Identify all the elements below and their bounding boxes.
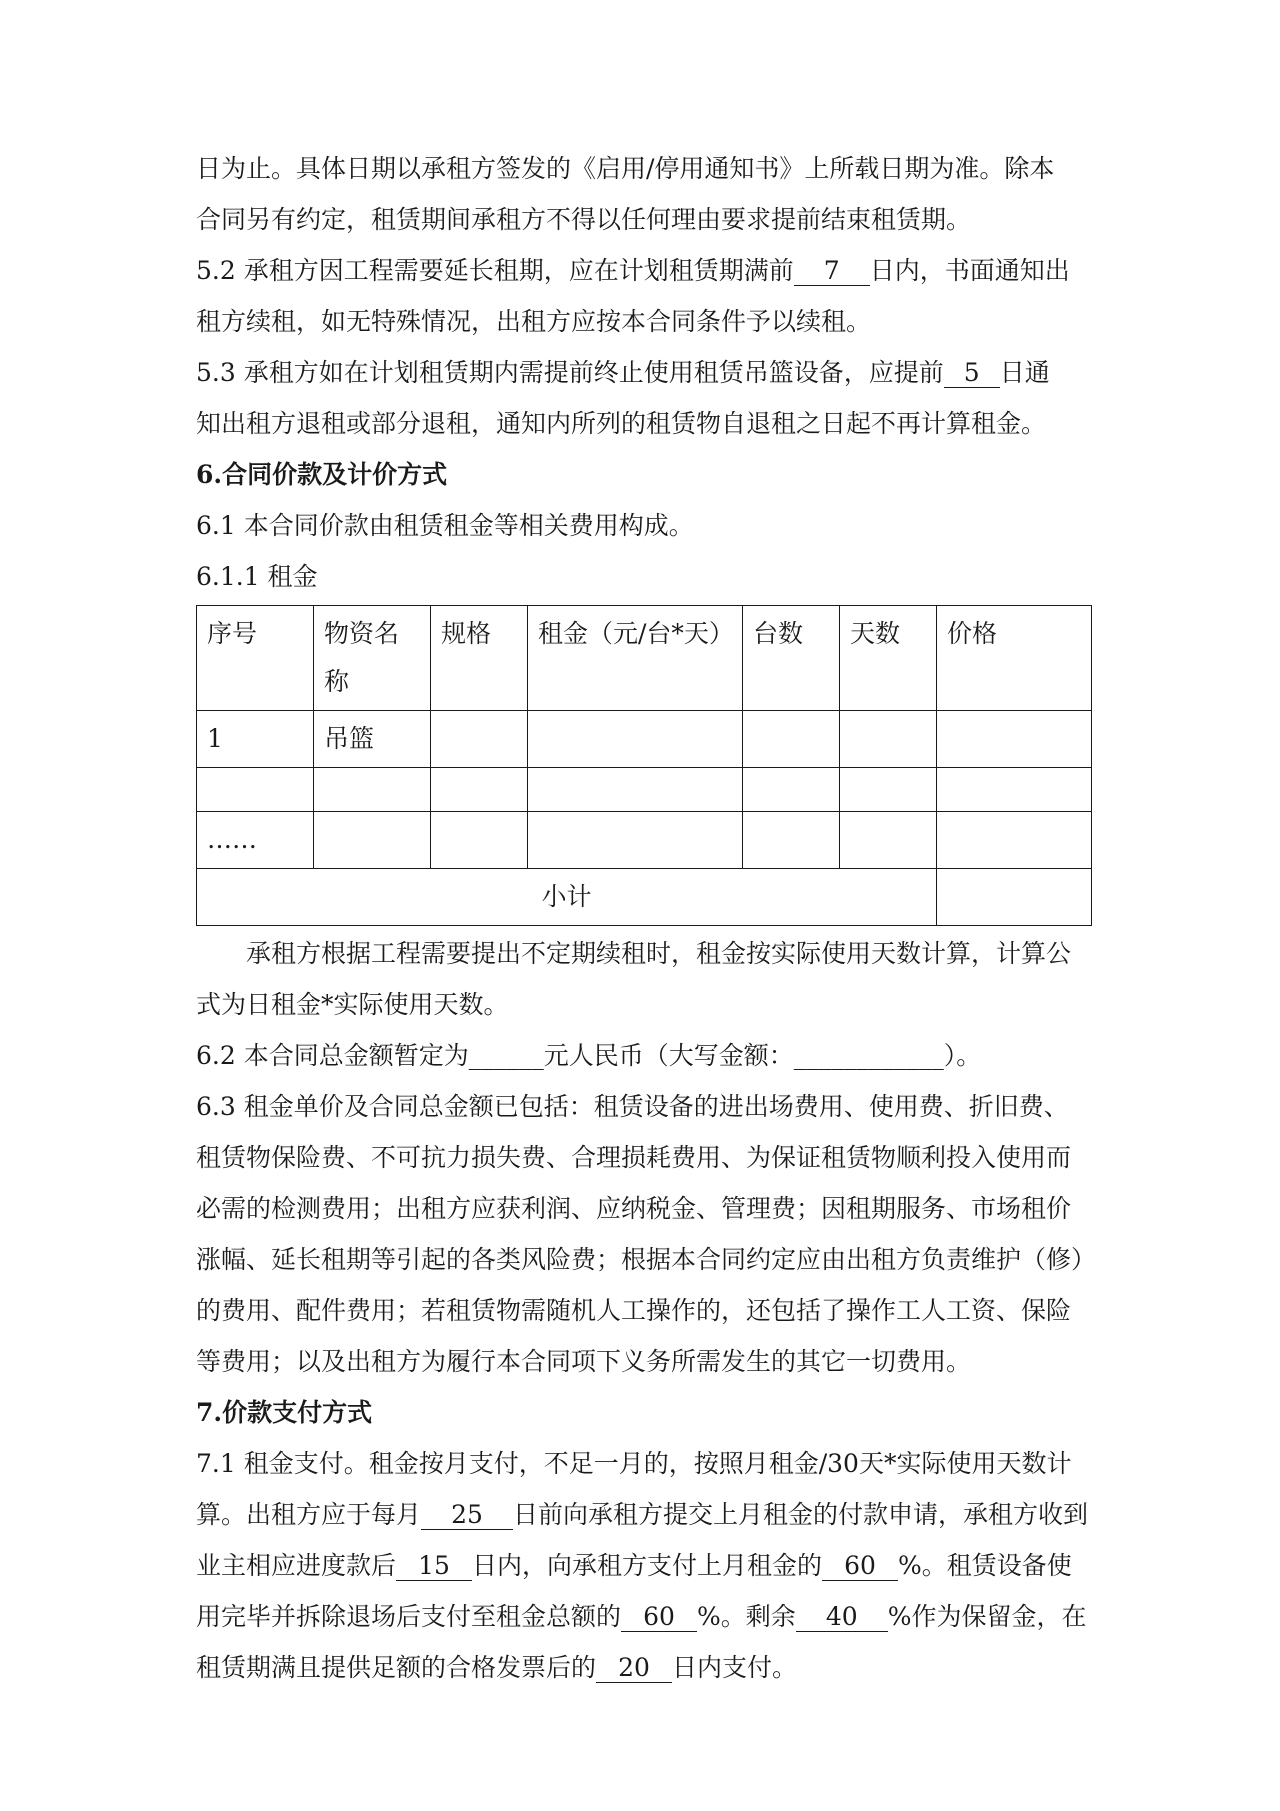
document-page xyxy=(196,143,1096,1693)
subtotal-value xyxy=(937,869,1092,926)
table-header-cell: 规格 xyxy=(431,606,528,711)
monthly-percent-field: 60 xyxy=(822,1552,898,1581)
clause-6-1: 6.1 本合同价款由租赁租金等相关费用构成。 xyxy=(196,511,694,540)
text-line: 日为止。具体日期以承租方签发的《启用/停用通知书》上所载日期为准。除本 xyxy=(196,154,1055,183)
paragraph: 租赁物保险费、不可抗力损失费、合理损耗费用、为保证租赁物顺利投入使用而 xyxy=(196,1143,1072,1172)
payment-days-field: 15 xyxy=(396,1552,472,1581)
paragraph xyxy=(196,1591,1096,1642)
paragraph: 必需的检测费用；出租方应获利润、应纳税金、管理费；因租期服务、市场租价 xyxy=(196,1194,1072,1223)
table-header-cell: 天数 xyxy=(840,606,937,711)
table-cell xyxy=(937,812,1092,869)
paragraph: 的费用、配件费用；若租赁物需随机人工操作的，还包括了操作工人工资、保险 xyxy=(196,1296,1072,1325)
section-heading-6: 6.合同价款及计价方式 xyxy=(196,460,448,489)
text-segment: 算。出租方应于每月 xyxy=(196,1500,422,1529)
clause-6-2: 6.2 本合同总金额暂定为______元人民币（大写金额：____________）。 xyxy=(196,1041,982,1070)
table-header-cell: 台数 xyxy=(743,606,840,711)
table-row xyxy=(197,768,1092,812)
text-segment: %作为保留金，在 xyxy=(887,1602,1087,1631)
paragraph xyxy=(196,398,1096,449)
table-cell xyxy=(937,768,1092,812)
paragraph: 涨幅、延长租期等引起的各类风险费；根据本合同约定应由出租方负责维护（修） xyxy=(196,1245,1097,1274)
clause-7-1: 7.1 租金支付。租金按月支付，不足一月的，按照月租金/30天*实际使用天数计 xyxy=(196,1449,1072,1478)
table-cell xyxy=(743,768,840,812)
table-header-cell: 租金（元/台*天） xyxy=(528,606,743,711)
text-line: 合同另有约定，租赁期间承租方不得以任何理由要求提前结束租赁期。 xyxy=(196,205,972,234)
table-cell xyxy=(937,711,1092,768)
text-line: 租方续租，如无特殊情况，出租方应按本合同条件予以续租。 xyxy=(196,307,872,336)
table-cell xyxy=(743,711,840,768)
retention-payment-days-field: 20 xyxy=(596,1654,672,1683)
paragraph xyxy=(196,296,1096,347)
table-cell xyxy=(528,768,743,812)
text-segment: 业主相应进度款后 xyxy=(196,1551,397,1580)
paragraph: 式为日租金*实际使用天数。 xyxy=(196,990,509,1019)
table-cell xyxy=(743,812,840,869)
text-segment: 日内，书面通知出 xyxy=(869,256,1070,285)
paragraph xyxy=(196,194,1096,245)
table-cell xyxy=(431,812,528,869)
text-segment: 5.3 承租方如在计划租赁期内需提前终止使用租赁吊篮设备，应提前 xyxy=(196,358,944,387)
text-segment: 日内支付。 xyxy=(672,1653,798,1682)
table-cell: 1 xyxy=(197,711,314,768)
table-cell xyxy=(840,711,937,768)
table-cell xyxy=(431,711,528,768)
text-segment: 日内，向承租方支付上月租金的 xyxy=(472,1551,823,1580)
clause-6-3: 6.3 租金单价及合同总金额已包括：租赁设备的进出场费用、使用费、折旧费、 xyxy=(196,1092,1069,1121)
table-cell: …… xyxy=(197,812,314,869)
table-cell xyxy=(528,812,743,869)
text-segment: 5.2 承租方因工程需要延长租期，应在计划租赁期满前 xyxy=(196,256,794,285)
table-header-cell: 物资名称 xyxy=(314,606,431,711)
table-row xyxy=(197,812,1092,869)
table-header-row xyxy=(197,606,1092,711)
table-cell xyxy=(431,768,528,812)
paragraph xyxy=(196,1642,1096,1693)
subtotal-label: 小计 xyxy=(197,869,937,926)
text-segment: %。剩余 xyxy=(697,1602,796,1631)
paragraph: 承租方根据工程需要提出不定期续租时，租金按实际使用天数计算，计算公 xyxy=(246,939,1072,968)
paragraph xyxy=(196,143,1096,194)
table-cell xyxy=(840,812,937,869)
final-percent-field: 60 xyxy=(621,1603,697,1632)
notice-days-field: 7 xyxy=(794,257,870,286)
table-cell xyxy=(528,711,743,768)
table-cell xyxy=(314,812,431,869)
clause-5-3 xyxy=(196,347,1096,398)
paragraph xyxy=(196,1489,1096,1540)
rent-table xyxy=(196,605,1092,926)
text-segment: 日前向承租方提交上月租金的付款申请，承租方收到 xyxy=(513,1500,1089,1529)
clause-5-2 xyxy=(196,245,1096,296)
table-cell xyxy=(197,768,314,812)
table-cell xyxy=(840,768,937,812)
retention-percent-field: 40 xyxy=(796,1603,888,1632)
table-row xyxy=(197,711,1092,768)
paragraph: 等费用；以及出租方为履行本合同项下义务所需发生的其它一切费用。 xyxy=(196,1347,972,1376)
text-segment: 租赁期满且提供足额的合格发票后的 xyxy=(196,1653,597,1682)
table-header-cell: 价格 xyxy=(937,606,1092,711)
paragraph xyxy=(196,1540,1096,1591)
text-segment: 日通 xyxy=(999,358,1050,387)
table-subtotal-row xyxy=(197,869,1092,926)
table-cell xyxy=(314,768,431,812)
invoice-day-field: 25 xyxy=(421,1501,513,1530)
section-heading-7: 7.价款支付方式 xyxy=(196,1398,373,1427)
table-header-cell: 序号 xyxy=(197,606,314,711)
text-segment: 用完毕并拆除退场后支付至租金总额的 xyxy=(196,1602,622,1631)
clause-6-1-1: 6.1.1 租金 xyxy=(196,562,318,591)
text-segment: %。租赁设备使 xyxy=(898,1551,1072,1580)
termination-days-field: 5 xyxy=(944,359,1000,388)
text-line: 知出租方退租或部分退租，通知内所列的租赁物自退租之日起不再计算租金。 xyxy=(196,409,1047,438)
table-cell: 吊篮 xyxy=(314,711,431,768)
